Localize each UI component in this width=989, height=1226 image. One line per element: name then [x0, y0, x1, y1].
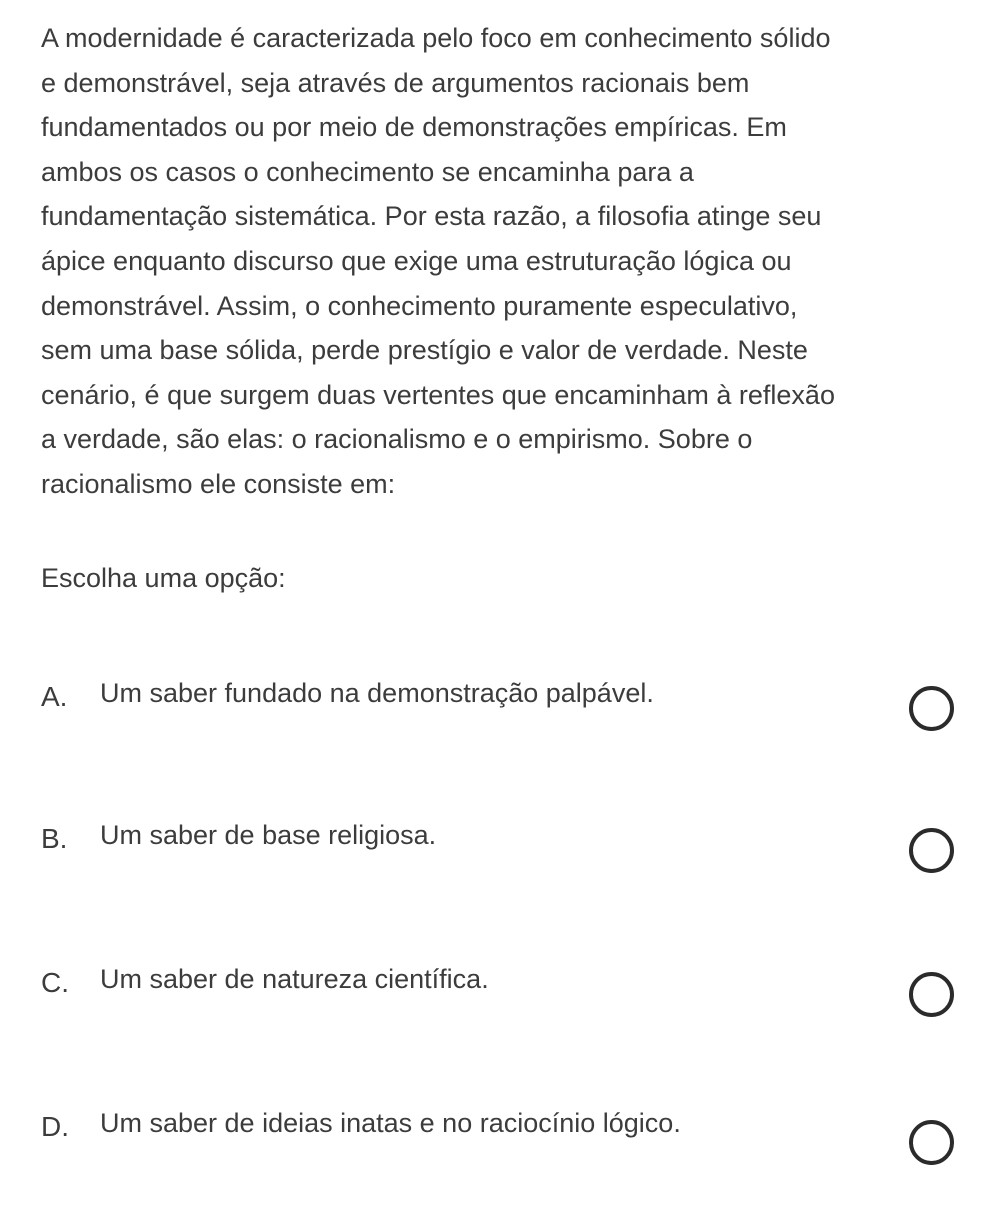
- option-letter: C.: [41, 967, 69, 998]
- option-b[interactable]: [0, 818, 989, 938]
- option-a[interactable]: [0, 676, 989, 796]
- option-letter: B.: [41, 823, 68, 854]
- question-text: A modernidade é caracterizada pelo foco em conhecimento sólido e demonstrável, seja através de argumentos racionais bem fundamentados ou por meio de demonstrações empíricas. Em ambos os casos o conhecimento se encaminha para a fundamentação sistemática. Por esta razão, a filosofia atinge seu ápice enquanto discurso que exige uma estruturação lógica ou demonstrável. Assim, o conhecimento puramente especulativo, sem uma base sólida, perde prestígio e valor de verdade. Neste cenário, é que surgem duas vertentes que encaminham à reflexão a verdade, são elas: o racionalismo e o empirismo. Sobre o racionalismo ele consiste em:: [41, 23, 835, 499]
- option-label: Um saber de ideias inatas e no raciocínio lógico.: [100, 1108, 681, 1138]
- option-d[interactable]: [0, 1106, 989, 1226]
- radio-button-c[interactable]: [909, 972, 954, 1017]
- option-letter: D.: [41, 1111, 69, 1142]
- radio-button-a[interactable]: [909, 686, 954, 731]
- option-label: Um saber de base religiosa.: [100, 820, 437, 850]
- choose-option-prompt: Escolha uma opção:: [41, 563, 286, 593]
- option-label: Um saber de natureza científica.: [100, 964, 489, 994]
- option-c[interactable]: [0, 962, 989, 1082]
- radio-button-b[interactable]: [909, 828, 954, 873]
- option-label: Um saber fundado na demonstração palpável.: [100, 678, 654, 708]
- radio-button-d[interactable]: [909, 1120, 954, 1165]
- option-letter: A.: [41, 681, 68, 712]
